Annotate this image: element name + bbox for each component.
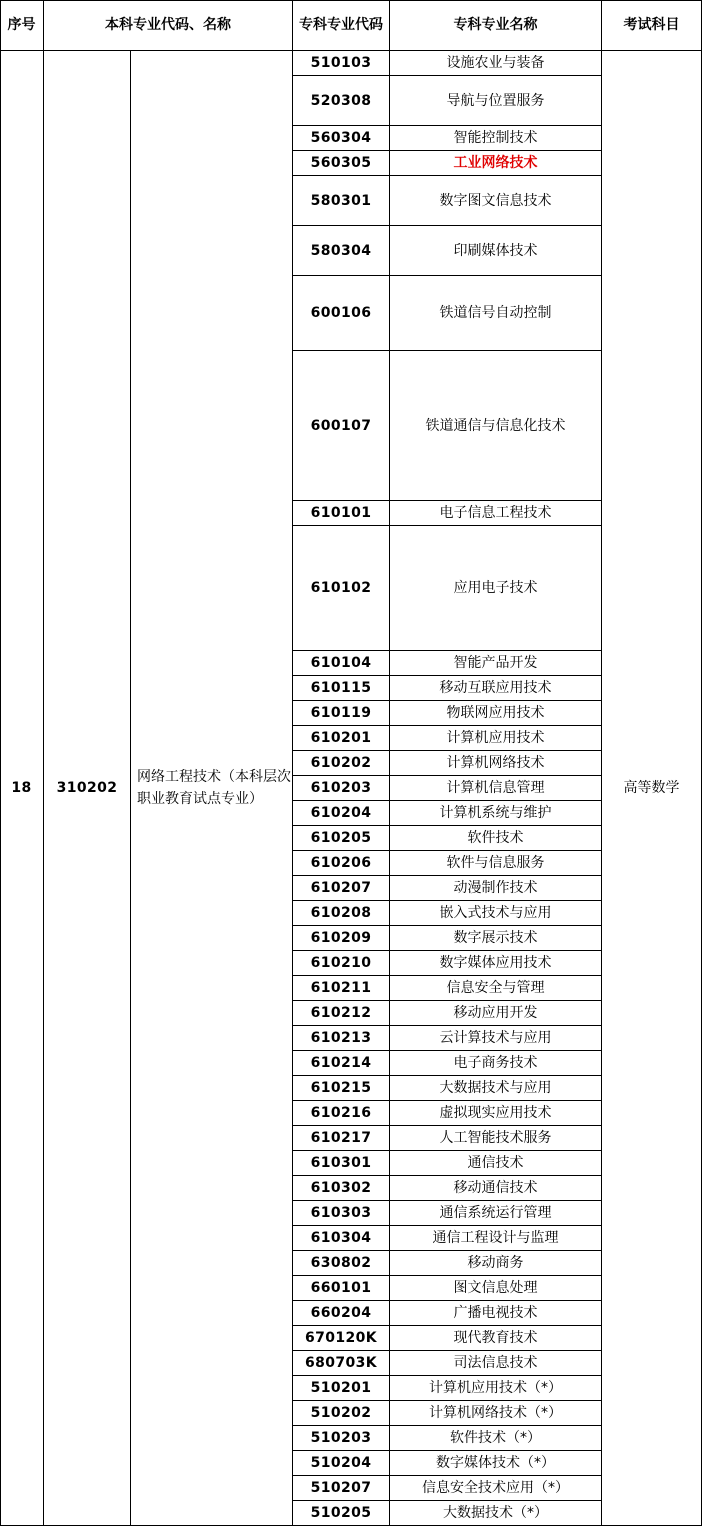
assoc-code-cell: 610119	[293, 701, 390, 726]
assoc-name-cell: 信息安全技术应用（*）	[390, 1476, 602, 1501]
assoc-code-cell: 610207	[293, 876, 390, 901]
assoc-code-cell: 610206	[293, 851, 390, 876]
assoc-name-cell: 数字展示技术	[390, 926, 602, 951]
assoc-code-cell: 610104	[293, 651, 390, 676]
exam-subject: 高等数学	[602, 51, 702, 1526]
assoc-code-cell: 610211	[293, 976, 390, 1001]
assoc-name-cell: 软件与信息服务	[390, 851, 602, 876]
assoc-code-cell: 610304	[293, 1226, 390, 1251]
assoc-code-cell: 660204	[293, 1301, 390, 1326]
assoc-code-cell: 510202	[293, 1401, 390, 1426]
header-assoc-code: 专科专业代码	[293, 0, 390, 51]
assoc-name-cell: 铁道通信与信息化技术	[390, 351, 602, 501]
assoc-code-cell: 610204	[293, 801, 390, 826]
assoc-code-cell: 610209	[293, 926, 390, 951]
assoc-name-cell: 计算机系统与维护	[390, 801, 602, 826]
assoc-name-cell: 软件技术（*）	[390, 1426, 602, 1451]
assoc-name-cell: 工业网络技术	[390, 151, 602, 176]
assoc-name-cell: 大数据技术与应用	[390, 1076, 602, 1101]
assoc-code-cell: 680703K	[293, 1351, 390, 1376]
assoc-name-cell: 计算机网络技术（*）	[390, 1401, 602, 1426]
assoc-code-cell: 510205	[293, 1501, 390, 1526]
assoc-code-cell: 510201	[293, 1376, 390, 1401]
assoc-code-cell: 610208	[293, 901, 390, 926]
assoc-code-cell: 600106	[293, 276, 390, 351]
assoc-code-cell: 610205	[293, 826, 390, 851]
assoc-code-cell: 610212	[293, 1001, 390, 1026]
assoc-code-cell: 510103	[293, 51, 390, 76]
assoc-code-cell: 610201	[293, 726, 390, 751]
assoc-name-cell: 人工智能技术服务	[390, 1126, 602, 1151]
assoc-name-cell: 智能控制技术	[390, 126, 602, 151]
assoc-code-cell: 560304	[293, 126, 390, 151]
assoc-name-cell: 数字图文信息技术	[390, 176, 602, 226]
assoc-name-cell: 物联网应用技术	[390, 701, 602, 726]
assoc-code-cell: 610303	[293, 1201, 390, 1226]
assoc-name-cell: 计算机应用技术（*）	[390, 1376, 602, 1401]
header-exam: 考试科目	[602, 0, 702, 51]
bachelor-code: 310202	[44, 51, 131, 1526]
assoc-name-cell: 现代教育技术	[390, 1326, 602, 1351]
assoc-code-cell: 520308	[293, 76, 390, 126]
assoc-code-cell: 610302	[293, 1176, 390, 1201]
assoc-code-cell: 610202	[293, 751, 390, 776]
assoc-name-cell: 数字媒体应用技术	[390, 951, 602, 976]
assoc-code-cell: 670120K	[293, 1326, 390, 1351]
header-seq: 序号	[0, 0, 44, 51]
assoc-code-cell: 610216	[293, 1101, 390, 1126]
assoc-code-cell: 610214	[293, 1051, 390, 1076]
assoc-name-cell: 铁道信号自动控制	[390, 276, 602, 351]
assoc-code-cell: 510207	[293, 1476, 390, 1501]
assoc-name-cell: 设施农业与装备	[390, 51, 602, 76]
assoc-code-cell: 610115	[293, 676, 390, 701]
header-assoc-name: 专科专业名称	[390, 0, 602, 51]
assoc-name-cell: 移动互联应用技术	[390, 676, 602, 701]
assoc-name-cell: 智能产品开发	[390, 651, 602, 676]
assoc-name-cell: 印刷媒体技术	[390, 226, 602, 276]
assoc-code-cell: 600107	[293, 351, 390, 501]
assoc-name-cell: 图文信息处理	[390, 1276, 602, 1301]
assoc-name-cell: 通信系统运行管理	[390, 1201, 602, 1226]
assoc-name-cell: 数字媒体技术（*）	[390, 1451, 602, 1476]
assoc-name-cell: 导航与位置服务	[390, 76, 602, 126]
assoc-code-cell: 610210	[293, 951, 390, 976]
assoc-code-cell: 630802	[293, 1251, 390, 1276]
assoc-code-cell: 610213	[293, 1026, 390, 1051]
assoc-code-cell: 610102	[293, 526, 390, 651]
assoc-name-cell: 虚拟现实应用技术	[390, 1101, 602, 1126]
assoc-name-cell: 移动通信技术	[390, 1176, 602, 1201]
assoc-name-cell: 移动应用开发	[390, 1001, 602, 1026]
assoc-name-cell: 计算机网络技术	[390, 751, 602, 776]
assoc-name-cell: 广播电视技术	[390, 1301, 602, 1326]
assoc-code-cell: 580304	[293, 226, 390, 276]
assoc-code-cell: 610203	[293, 776, 390, 801]
assoc-code-cell: 510203	[293, 1426, 390, 1451]
assoc-code-cell: 610101	[293, 501, 390, 526]
group-seq: 18	[0, 51, 44, 1526]
assoc-code-cell: 610217	[293, 1126, 390, 1151]
assoc-name-cell: 电子信息工程技术	[390, 501, 602, 526]
assoc-name-cell: 信息安全与管理	[390, 976, 602, 1001]
assoc-name-cell: 通信工程设计与监理	[390, 1226, 602, 1251]
assoc-code-cell: 580301	[293, 176, 390, 226]
assoc-name-cell: 云计算技术与应用	[390, 1026, 602, 1051]
assoc-code-cell: 510204	[293, 1451, 390, 1476]
assoc-name-cell: 嵌入式技术与应用	[390, 901, 602, 926]
assoc-name-cell: 应用电子技术	[390, 526, 602, 651]
header-bachelor: 本科专业代码、名称	[44, 0, 293, 51]
assoc-name-cell: 电子商务技术	[390, 1051, 602, 1076]
assoc-name-cell: 移动商务	[390, 1251, 602, 1276]
assoc-name-cell: 大数据技术（*）	[390, 1501, 602, 1526]
assoc-name-cell: 司法信息技术	[390, 1351, 602, 1376]
assoc-code-cell: 660101	[293, 1276, 390, 1301]
assoc-code-cell: 610301	[293, 1151, 390, 1176]
assoc-name-cell: 通信技术	[390, 1151, 602, 1176]
bachelor-name: 网络工程技术（本科层次职业教育试点专业）	[131, 51, 293, 1526]
assoc-name-cell: 动漫制作技术	[390, 876, 602, 901]
assoc-code-cell: 560305	[293, 151, 390, 176]
assoc-name-cell: 计算机应用技术	[390, 726, 602, 751]
assoc-name-cell: 软件技术	[390, 826, 602, 851]
assoc-name-cell: 计算机信息管理	[390, 776, 602, 801]
assoc-code-cell: 610215	[293, 1076, 390, 1101]
